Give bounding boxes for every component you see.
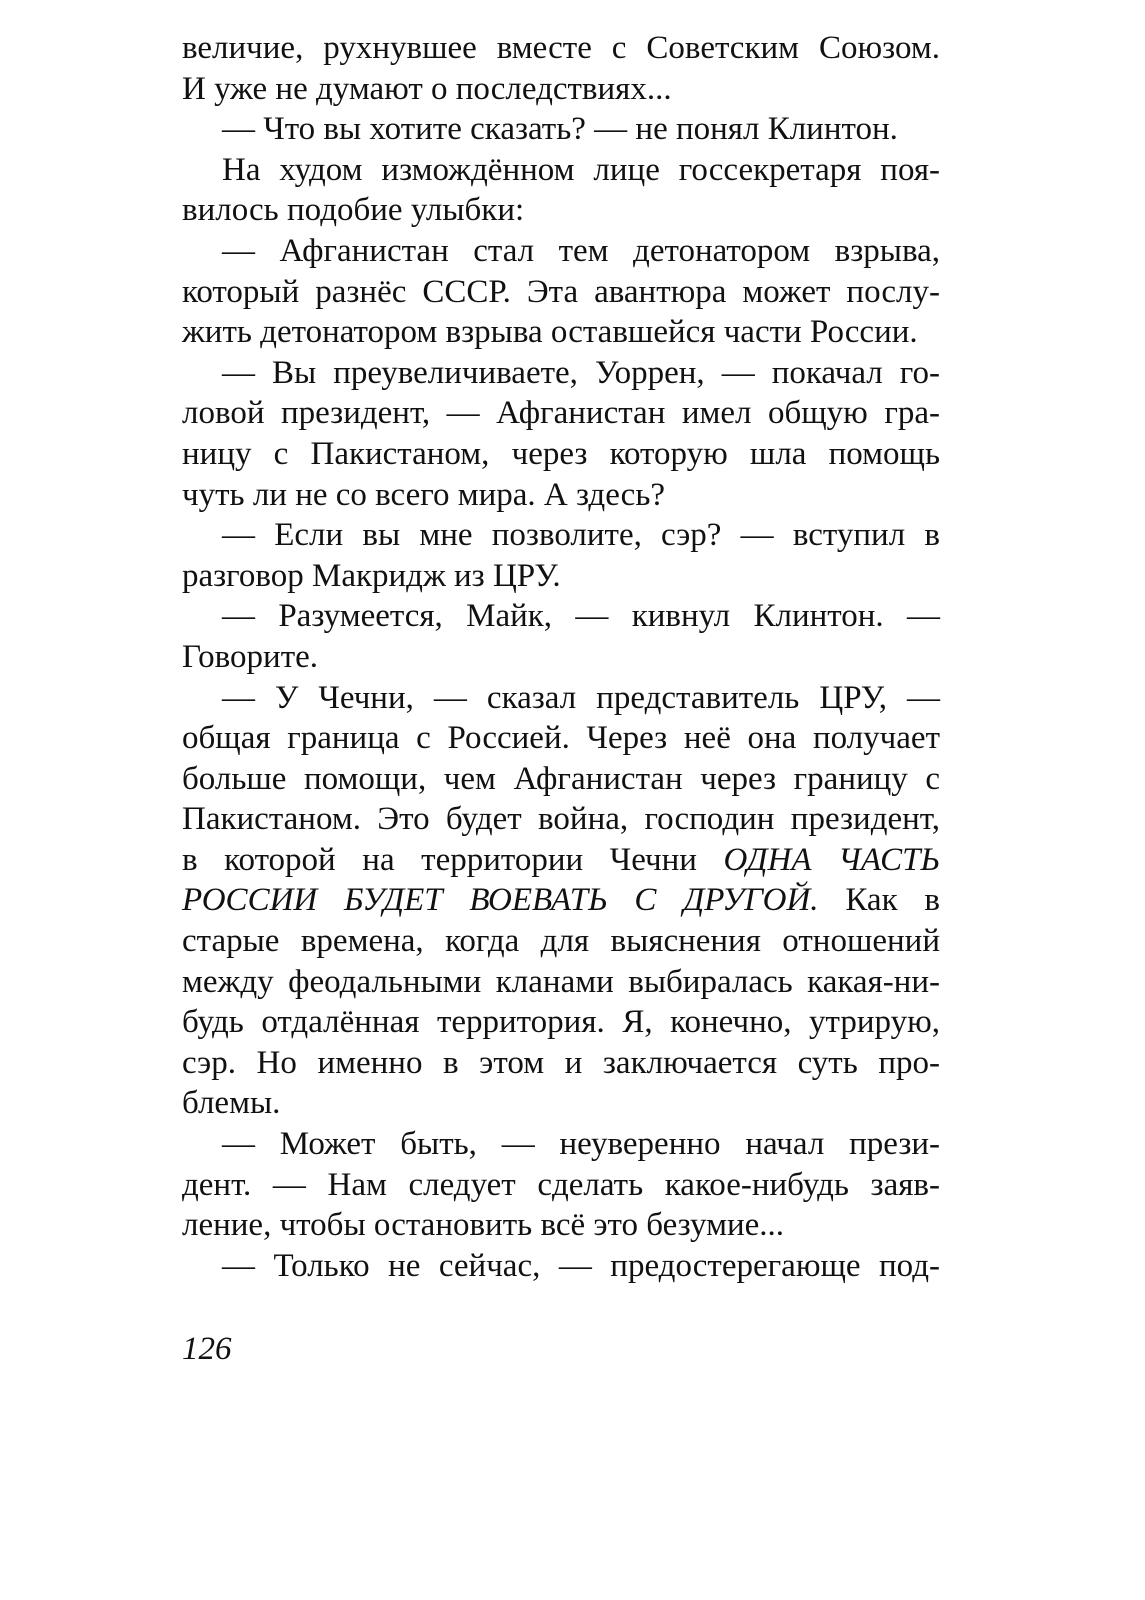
- text-line: жить детонатором взрыва оставшейся части России.: [182, 314, 918, 351]
- text-line: И уже не думают о последствиях...: [182, 70, 672, 107]
- text-line: — Разумеется, Майк, — кивнул Клинтон. —: [222, 598, 940, 635]
- italic-emphasis: ОДНА ЧАСТЬ: [723, 841, 940, 878]
- text-line: который разнёс СССР. Эта авантюра может послу-: [182, 273, 940, 310]
- page-body-text: [182, 28, 940, 1286]
- text-line: — Что вы хотите сказать? — не понял Клинтон.: [222, 111, 898, 148]
- italic-emphasis: РОССИИ БУДЕТ ВОЕВАТЬ С ДРУГОЙ.: [182, 882, 819, 919]
- text-line: — Вы преувеличиваете, Уоррен, — покачал го-: [222, 354, 940, 391]
- text-segment: Как в: [818, 882, 940, 919]
- text-line: — Только не сейчас, — предостерегающе под-: [222, 1247, 940, 1284]
- text-line: ловой президент, — Афганистан имел общую гра-: [182, 395, 940, 432]
- text-line: Говорите.: [182, 638, 319, 675]
- text-line: вилось подобие улыбки:: [182, 192, 525, 229]
- text-segment: в которой на территории Чечни: [182, 841, 724, 878]
- text-line: дент. — Нам следует сделать какое-нибудь заяв-: [182, 1166, 940, 1203]
- text-line: чуть ли не со всего мира. А здесь?: [182, 476, 666, 513]
- text-line: ницу с Пакистаном, через которую шла помощь: [182, 435, 940, 472]
- text-line: — Афганистан стал тем детонатором взрыва,: [222, 232, 940, 269]
- text-line: больше помощи, чем Афганистан через границу с: [182, 760, 940, 797]
- page-number: 126: [182, 1331, 232, 1367]
- text-line: — Может быть, — неуверенно начал прези-: [222, 1126, 940, 1163]
- text-line: На худом измождённом лице госсекретаря поя-: [222, 151, 940, 188]
- text-line: величие, рухнувшее вместе с Советским Союзом.: [182, 30, 940, 66]
- text-line: блемы.: [182, 1085, 281, 1122]
- text-line-mixed: [182, 840, 940, 881]
- text-line: — Если вы мне позволите, сэр? — вступил в: [222, 517, 940, 554]
- text-line: ление, чтобы остановить всё это безумие...: [182, 1207, 785, 1244]
- text-line: между феодальными кланами выбиралась какая-ни-: [182, 963, 940, 1000]
- text-line: разговор Макридж из ЦРУ.: [182, 557, 561, 594]
- text-line-mixed: [182, 880, 940, 921]
- text-line: общая граница с Россией. Через неё она получает: [182, 720, 940, 757]
- text-line: сэр. Но именно в этом и заключается суть про-: [182, 1044, 940, 1081]
- text-line: Пакистаном. Это будет война, господин президент,: [182, 801, 940, 838]
- text-line: — У Чечни, — сказал представитель ЦРУ, —: [222, 679, 940, 716]
- text-line: будь отдалённая территория. Я, конечно, утрирую,: [182, 1004, 940, 1041]
- text-line: старые времена, когда для выяснения отношений: [182, 923, 940, 960]
